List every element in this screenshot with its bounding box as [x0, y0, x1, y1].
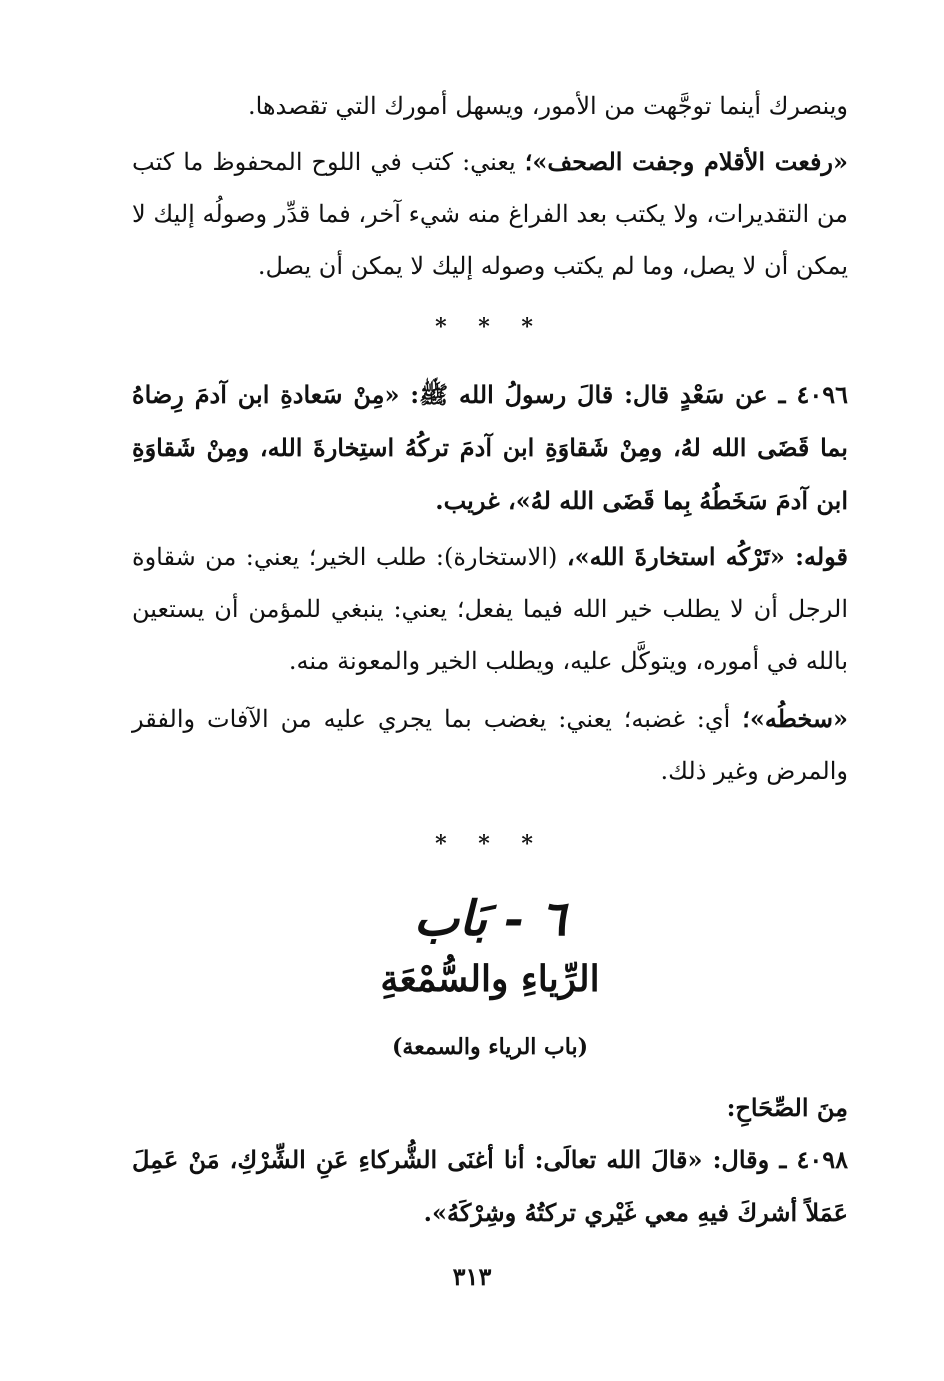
page-number: ٣١٣	[452, 1262, 492, 1291]
separator-stars: * * *	[435, 314, 545, 340]
hadith-4096: ٤٠٩٦ ـ عن سَعْدٍ قال: قالَ رسولُ الله ﷺ: «مِنْ سَعادةِ ابن آدمَ رِضاهُ بما قَضَى الله لهُ، ومِنْ شَقاوَةِ ابن آدمَ تركُهُ استِخارةَ الله، ومِنْ شَقاوَةِ ابن آدمَ سَخَطُهُ بِما قَضَى الله لهُ»، غريب.	[132, 380, 848, 515]
explanation-text: يعني: كتب في اللوح المحفوظ ما كتب من التقديرات، ولا يكتب بعد الفراغ منه شيء آخر، فما قدِّر وصولُه إليك لا يمكن أن لا يصل، وما لم يكتب وصوله إليك لا يمكن أن يصل.	[132, 148, 848, 280]
commentary-quote: «سخطُه»؛	[742, 704, 848, 733]
commentary-text: (الاستخارة): طلب الخير؛ يعني: من شقاوة الرجل أن لا يطلب خير الله فيما يفعل؛ يعني: ينبغي للمؤمن أن يستعين بالله في أموره، ويتوكَّل عليه، ويطلب الخير والمعونة منه.	[132, 543, 848, 675]
chapter-name: الرِّياءِ والسُّمْعَةِ	[380, 958, 600, 1000]
separator-stars: * * *	[435, 831, 545, 857]
commentary-quote: قوله: «تَرْكُه استخارةَ الله»،	[566, 542, 849, 571]
quoted-phrase: «رفعت الأقلام وجفت الصحف»؛	[524, 147, 849, 176]
chapter-subtitle: (باب الرياء والسمعة)	[392, 1034, 588, 1060]
chapter-title: ٦ - بَاب	[413, 891, 567, 947]
hadith-4098: ٤٠٩٨ ـ وقال: «قالَ الله تعالَى: أنا أغنَى الشُّركاءِ عَنِ الشِّرْكِ، مَنْ عَمِلَ عَمَلاً أشركَ فيهِ معي غَيْري تركتُهُ وشِرْكَهُ».	[132, 1145, 848, 1227]
page-body	[132, 80, 848, 1239]
commentary-text: أي: غضبه؛ يعني: يغضب بما يجري عليه من الآفات والفقر والمرض وغير ذلك.	[132, 705, 848, 785]
section-label: مِنَ الصِّحَاحِ:	[726, 1093, 848, 1122]
commentary-sakhat	[132, 693, 848, 797]
paragraph-intro: وينصرك أينما توجَّهت من الأمور، ويسهل أمورك التي تقصدها.	[247, 92, 848, 120]
paragraph-explanation	[132, 136, 848, 292]
commentary-istikhara	[132, 531, 848, 687]
